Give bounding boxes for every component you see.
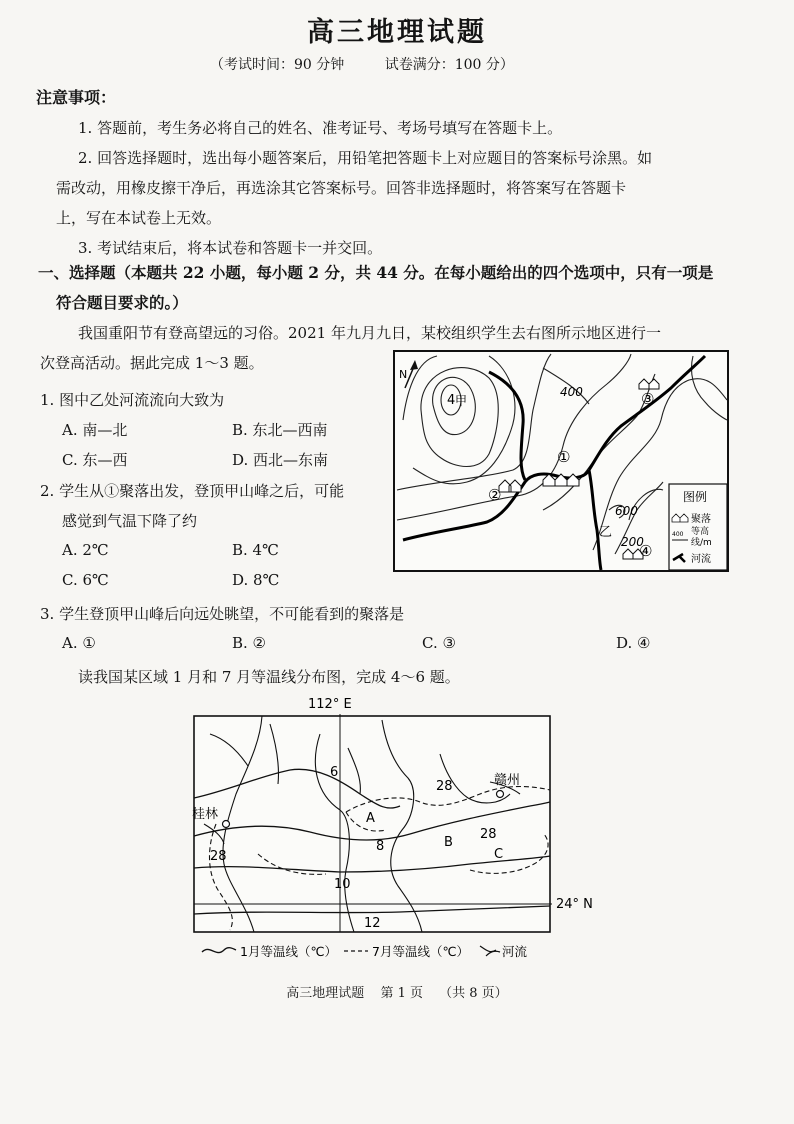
contour-label-600: 600: [615, 504, 638, 518]
full-score: 试卷满分：100 分）: [384, 57, 514, 73]
legend-river-label: 河流: [691, 554, 711, 565]
question-1-option-a[interactable]: A. 南—北: [62, 421, 128, 439]
point-c-label: C: [494, 847, 504, 862]
legend-jul-label: 7月等温线（℃）: [372, 944, 469, 959]
question-2-option-c[interactable]: C. 6℃: [62, 571, 109, 589]
point-b-label: B: [444, 835, 453, 850]
latitude-label: 24° N: [556, 897, 593, 912]
peak-label: 甲: [455, 394, 468, 408]
contour-label-400: 400: [560, 385, 583, 399]
question-3-stem: 3. 学生登顶甲山峰后向远处眺望，不可能看到的聚落是: [40, 605, 405, 623]
isotherm-map: [150, 694, 610, 964]
north-label: N: [399, 368, 408, 381]
contour-label-200: 200: [621, 535, 644, 549]
group2-intro: 读我国某区域 1 月和 7 月等温线分布图，完成 4～6 题。: [78, 668, 460, 686]
notice-heading: 注意事项：: [36, 88, 117, 107]
page-footer: [0, 982, 794, 1001]
jan-isotherm-8: 8: [376, 839, 385, 854]
question-2-option-a[interactable]: A. 2℃: [62, 541, 109, 559]
isotherm-map-legend: [202, 944, 528, 959]
settlement-4-label: ④: [639, 542, 653, 560]
footer-total: （共 8 页）: [439, 986, 508, 1001]
legend-jan-icon: [202, 948, 236, 953]
exam-time: （考试时间：90 分钟: [210, 57, 345, 73]
jan-isotherm-10: 10: [334, 877, 351, 892]
exam-title: 高三地理试题: [307, 17, 487, 48]
question-1-stem: 1. 图中乙处河流流向大致为: [40, 391, 225, 409]
legend-contour-label-1: 等高: [691, 527, 710, 537]
legend-title: 图例: [683, 490, 708, 504]
question-1-option-d[interactable]: D. 西北—东南: [232, 451, 329, 469]
legend-river-icon-2: [480, 946, 500, 956]
question-2-option-d[interactable]: D. 8℃: [232, 571, 280, 589]
notice-item-2-line-3: 上，写在本试卷上无效。: [56, 209, 222, 227]
notice-item-1: 1. 答题前，考生务必将自己的姓名、准考证号、考场号填写在答题卡上。: [78, 119, 563, 137]
notice-item-3: 3. 考试结束后，将本试卷和答题卡一并交回。: [78, 239, 383, 257]
jul-isotherm-28-east: 28: [480, 827, 497, 842]
river-label-yi: 乙: [599, 525, 613, 540]
question-1-option-c[interactable]: C. 东—西: [62, 451, 128, 469]
footer-page: 第 1 页: [380, 986, 423, 1001]
legend-jan-label: 1月等温线（℃）: [240, 944, 337, 959]
point-a-label: A: [366, 811, 375, 826]
legend-river-label-2: 河流: [502, 944, 528, 959]
legend-settlement-label: 聚落: [691, 514, 711, 525]
group1-intro-line-1: 我国重阳节有登高望远的习俗。2021 年九月九日，某校组织学生去右图所示地区进行一: [78, 324, 661, 342]
footer-subject: 高三地理试题: [286, 986, 365, 1001]
question-3-option-b[interactable]: B. ②: [232, 634, 267, 652]
contour-map: [393, 350, 729, 572]
notice-item-2-line-1: 2. 回答选择题时，选出每小题答案后，用铅笔把答题卡上对应题目的答案标号涂黑。如: [78, 149, 653, 167]
ganzhou-label: 赣州: [494, 773, 521, 788]
longitude-label: 112° E: [308, 697, 352, 712]
jul-isotherm-28-north: 28: [436, 779, 453, 794]
question-2-option-b[interactable]: B. 4℃: [232, 541, 279, 559]
question-3-option-d[interactable]: D. ④: [616, 634, 651, 652]
contour-map-legend: [669, 484, 727, 570]
settlement-3-label: ③: [641, 390, 655, 408]
exam-meta: [210, 54, 550, 74]
ganzhou-marker: [497, 791, 504, 798]
group1-intro-line-2: 次登高活动。据此完成 1～3 题。: [40, 354, 264, 372]
settlement-2-label: ②: [488, 486, 502, 504]
section-heading-line-1: 一、选择题（本题共 22 小题，每小题 2 分，共 44 分。在每小题给出的四个选项中，只有一项是: [38, 263, 714, 282]
question-2-stem-line-2: 感觉到气温下降了约: [62, 512, 198, 530]
question-2-stem-line-1: 2. 学生从①聚落出发，登顶甲山峰之后，可能: [40, 482, 345, 500]
question-3-option-a[interactable]: A. ①: [62, 634, 96, 652]
question-3-option-c[interactable]: C. ③: [422, 634, 456, 652]
question-1-option-b[interactable]: B. 东北—西南: [232, 421, 328, 439]
jul-isotherm-28-west: 28: [210, 849, 227, 864]
settlement-1-label: ①: [557, 448, 571, 466]
legend-contour-label-2: 线/m: [691, 538, 712, 548]
legend-contour-value: 400: [672, 531, 684, 538]
peak-number: 4: [447, 393, 456, 408]
section-heading-line-2: 符合题目要求的。）: [56, 293, 188, 312]
notice-item-2-line-2: 需改动，用橡皮擦干净后，再选涂其它答案标号。回答非选择题时，将答案写在答题卡: [56, 179, 627, 197]
guilin-marker: [223, 821, 230, 828]
guilin-label: 桂林: [192, 807, 219, 822]
jan-isotherm-12: 12: [364, 916, 381, 931]
jan-isotherm-6: 6: [330, 765, 339, 780]
